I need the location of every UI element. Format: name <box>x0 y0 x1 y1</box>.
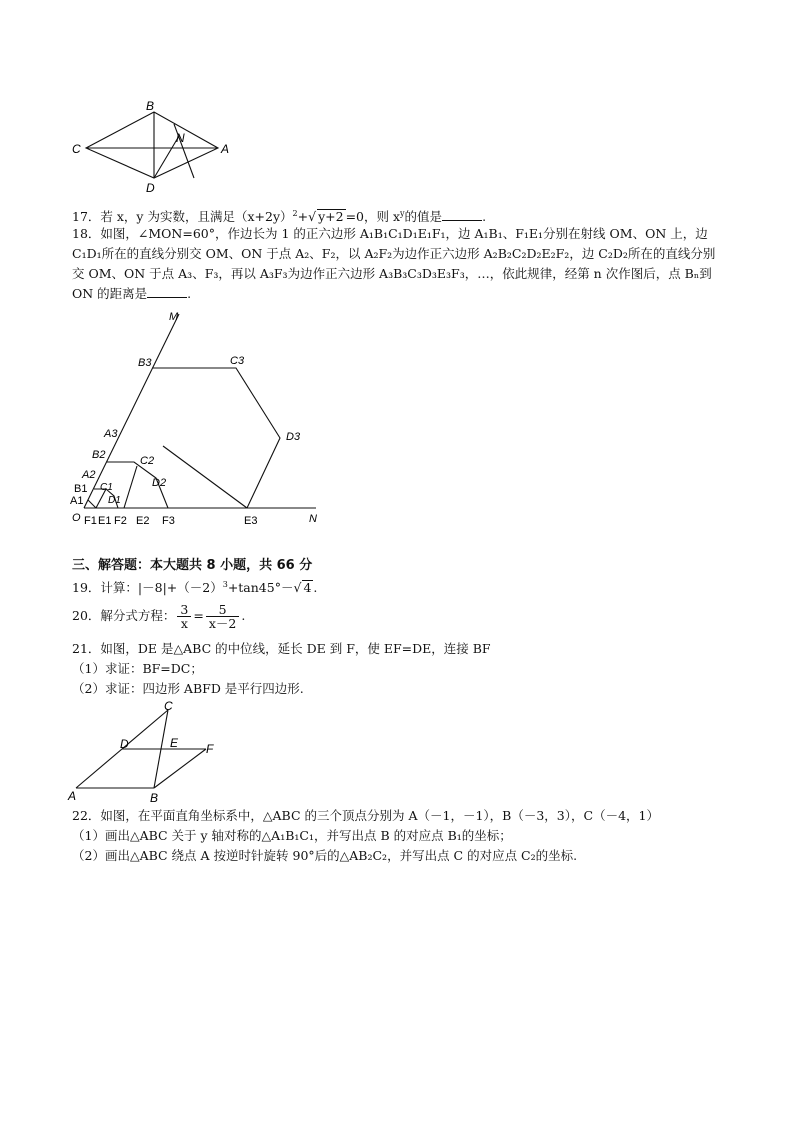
section-3-heading: 三、解答题：本大题共 8 小题，共 66 分 <box>72 558 313 573</box>
label-d3: D3 <box>286 431 301 443</box>
parallelogram-figure <box>66 698 226 804</box>
label-f: F <box>206 742 214 756</box>
q20-tail: . <box>241 608 246 623</box>
q19-exponent: 3 <box>222 580 228 589</box>
label-c3: C3 <box>230 355 245 367</box>
q17-plus: + <box>297 209 309 225</box>
label-d: D <box>120 737 129 751</box>
label-f2: F2 <box>114 515 127 527</box>
label-a3: A3 <box>104 428 118 440</box>
question-18-line-1: 18．如图，∠MON=60°，作边长为 1 的正六边形 A₁B₁C₁D₁E₁F₁，边 A₁B₁、F₁E₁分别在射线 OM、ON 上，边 <box>72 226 708 241</box>
rhombus-figure <box>66 96 236 200</box>
label-f3: F3 <box>162 515 175 527</box>
question-22-part-1: （1）画出△ABC 关于 y 轴对称的△A₁B₁C₁，并写出点 B 的对应点 B₁的坐标； <box>72 828 512 843</box>
sqrt-sign: √ <box>308 209 317 225</box>
label-d1: D1 <box>108 495 121 506</box>
fraction-right-numerator: 5 <box>206 603 240 617</box>
fraction-left-numerator: 3 <box>177 603 191 617</box>
q19-mid: +tan45°－ <box>227 580 294 596</box>
question-20 <box>72 600 245 632</box>
q19-radicand: 4 <box>303 580 312 596</box>
q17-tail: 的值是 <box>404 209 443 225</box>
hexagon-figure <box>66 306 336 532</box>
q20-prefix: 20．解分式方程： <box>72 608 176 623</box>
fraction-left <box>177 603 191 630</box>
label-b: B <box>146 99 155 113</box>
sqrt-sign: √ <box>293 580 302 596</box>
label-a: A <box>68 789 77 803</box>
label-b: B <box>150 791 159 804</box>
q17-exponent: 2 <box>292 209 298 218</box>
q19-tail: . <box>313 580 318 596</box>
question-21-part-2: （2）求证：四边形 ABFD 是平行四边形. <box>72 681 304 696</box>
label-c2: C2 <box>140 455 155 467</box>
segment-bf <box>154 749 206 788</box>
line-c3-through-a3 <box>163 446 247 508</box>
q17-radicand: y+2 <box>318 209 344 225</box>
fraction-left-denominator: x <box>180 616 188 631</box>
label-a2: A2 <box>82 469 96 481</box>
label-a1: A1 <box>70 495 84 507</box>
answer-blank-17[interactable] <box>442 209 482 221</box>
label-f1: F1 <box>84 515 97 527</box>
fraction-right <box>206 603 240 630</box>
rhombus-outline <box>86 112 218 178</box>
question-17: 17．若 x，y 为实数，且满足$(x+2y)^2+√$ y+2 =0，则 $x^y$的值是 . <box>72 209 487 225</box>
question-22-stem: 22．如图，在平面直角坐标系中，△ABC 的三个顶点分别为 A（－1，－1），B（－3，3），C（－4，1） <box>72 808 659 823</box>
label-e1: E1 <box>98 515 112 527</box>
answer-blank-18[interactable] <box>147 286 187 298</box>
question-22-part-2: （2）画出△ABC 绕点 A 按逆时针旋转 90°后的△AB₂C₂，并写出点 C 的对应点 C₂的坐标. <box>72 848 578 863</box>
q19-prefix: 19．计算：|－8|+（－2） <box>72 580 223 596</box>
label-m: M <box>169 311 179 323</box>
label-b2: B2 <box>92 449 106 461</box>
label-d2: D2 <box>152 477 167 489</box>
label-c: C <box>72 142 81 156</box>
label-o: O <box>72 512 81 524</box>
label-c1: C1 <box>100 482 113 493</box>
q17-prefix: 17．若 x，y 为实数，且满足（x+2y） <box>72 209 293 225</box>
equals-sign: = <box>193 608 204 623</box>
label-c: C <box>164 699 173 713</box>
question-21-stem: 21．如图，DE 是△ABC 的中位线，延长 DE 到 F，使 EF=DE，连接 BF <box>72 641 491 656</box>
question-19 <box>72 577 317 596</box>
label-b1: B1 <box>74 483 88 495</box>
label-e: E <box>170 736 179 750</box>
question-18-line-2: C₁D₁所在的直线分别交 OM、ON 于点 A₂、F₂，以 A₂F₂为边作正六边形 A₂B₂C₂D₂E₂F₂，边 C₂D₂所在的直线分别 <box>72 246 716 261</box>
question-18-line-3: 交 OM、ON 于点 A₃、F₃，再以 A₃F₃为边作正六边形 A₃B₃C₃D₃E₃F₃，…，依此规律，经第 n 次作图后，点 Bₙ到 <box>72 266 712 281</box>
hexagon-3 <box>152 368 280 508</box>
fraction-right-denominator: x－2 <box>208 616 237 631</box>
label-a: A <box>221 142 230 156</box>
question-18-line-4: ON 的距离是 . <box>72 286 192 301</box>
q17-suffix: =0，则 x <box>345 209 401 225</box>
question-21-part-1: （1）求证：BF=DC； <box>72 661 203 676</box>
label-e2: E2 <box>136 515 150 527</box>
q17-exponent-y: y <box>400 209 405 218</box>
label-n: N <box>176 131 185 145</box>
label-e3: E3 <box>244 515 258 527</box>
label-b3: B3 <box>138 357 152 369</box>
label-n: N <box>309 513 317 525</box>
label-d: D <box>146 181 155 195</box>
line-a1 <box>88 500 96 508</box>
q18-line4-text: ON 的距离是 <box>72 286 148 301</box>
line-c2d2 <box>124 466 137 508</box>
